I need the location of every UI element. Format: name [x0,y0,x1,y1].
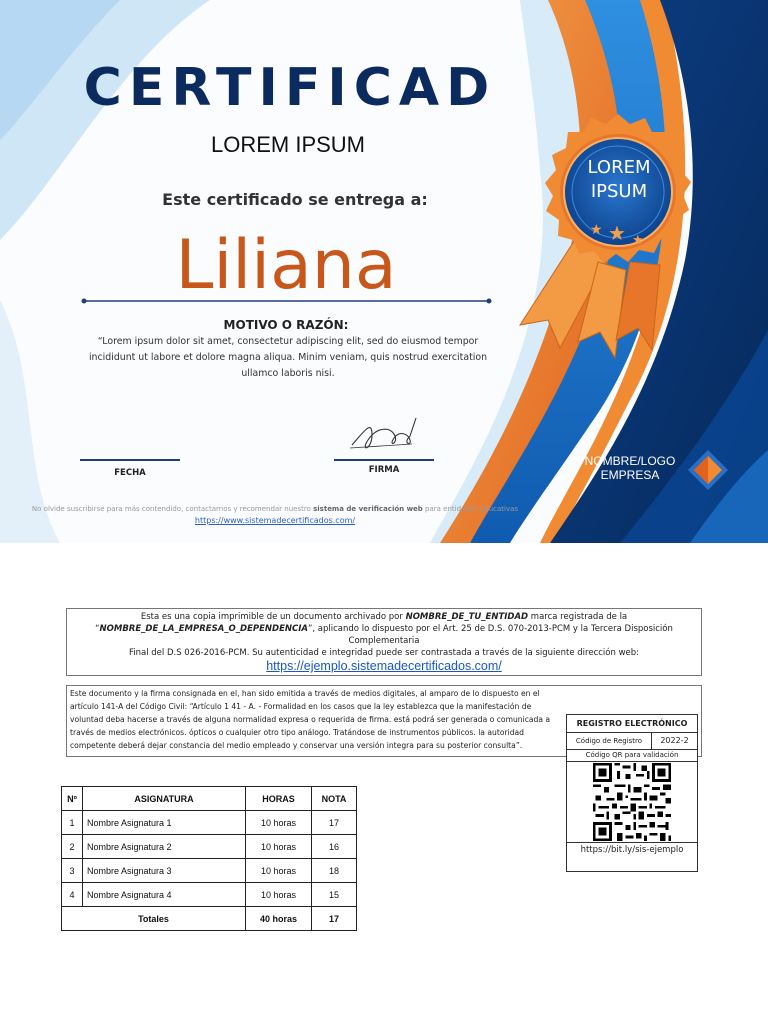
table-row [62,811,357,835]
qr-code-icon [567,762,697,843]
table-row [62,859,357,883]
registry-title: REGISTRO ELECTRÓNICO [567,715,697,733]
row-grade: 15 [312,883,357,907]
row-grade: 16 [312,835,357,859]
reason-text: “Lorem ipsum dolor sit amet, consectetur adipiscing elit, sed do eiusmod tempor incididunt ut labore et dolore magna aliqua. Minim veniam, quis nostrud exercitation ullamco laboris nisi. [88,336,488,379]
footnote [20,504,530,515]
totals-hours: 40 horas [246,907,312,931]
totals-label: Totales [62,907,246,931]
row-subject: Nombre Asignatura 1 [83,811,246,835]
svg-text:★: ★ [632,233,644,248]
signature-label: FIRMA [368,465,400,475]
notice-line-2-post: ”, aplicando lo dispuesto por el Art. 25 de D.S. 070-2013-PCM y la Tercera Disposición Complementaria [308,624,673,646]
svg-text:★: ★ [590,222,603,238]
date-label: FECHA [114,468,146,478]
authenticity-notice [66,608,702,676]
row-number: 4 [62,883,83,907]
header-subject: ASIGNATURA [83,787,246,811]
company-name: NOMBRE/LOGO EMPRESA [584,454,676,482]
row-subject: Nombre Asignatura 2 [83,835,246,859]
certificate-title: CERTIFICAD [83,58,497,118]
row-hours: 10 horas [246,859,312,883]
legal-text: Este documento y la firma consignada en el, han sido emitida a través de medios digitales, al amparo de lo dispuesto en el artículo 141-A del Código Civil: “Artículo 1 41 - A. - Formalidad en los casos que la ley establezca que la manifestación de voluntad deba hacerse a través de alguna normalidad expresa o requerida de firma. está podrá ser generada o comunicada a través de medios electrónicos. ópticos o cualquier otro tipo análogo. Tratándose de instrumentos públicos. la autoridad competente deberá dejar constancia del medio empleado y conservar una versión integra para su posterior consulta”. [70,689,551,750]
notice-line-1-post: marca registrada de la [530,612,628,622]
date-line [80,459,180,461]
certificate-subtitle: LOREM IPSUM [210,132,366,157]
totals-grade: 17 [312,907,357,931]
row-grade: 18 [312,859,357,883]
row-subject: Nombre Asignatura 4 [83,883,246,907]
row-hours: 10 horas [246,835,312,859]
header-number: Nº [62,787,83,811]
footnote-bold: sistema de verificación web [313,505,423,513]
table-header-row [62,787,357,811]
notice-line-1 [67,611,701,623]
company-placeholder: NOMBRE_DE_LA_EMPRESA_O_DEPENDENCIA [99,624,308,634]
row-number: 3 [62,859,83,883]
footnote-link[interactable]: https://www.sistemadecertificados.com/ [194,516,356,525]
row-number: 1 [62,811,83,835]
badge-label: LOREM IPSUM [587,157,651,202]
recipient-name: Liliana [175,226,397,305]
row-grade: 17 [312,811,357,835]
header-hours: HORAS [246,787,312,811]
row-number: 2 [62,835,83,859]
totals-row [62,907,357,931]
header-grade: NOTA [312,787,357,811]
table-row [62,835,357,859]
verification-url[interactable]: https://ejemplo.sistemadecertificados.com/ [266,659,502,673]
registry-card [566,714,698,872]
svg-text:★: ★ [608,221,626,245]
row-hours: 10 horas [246,883,312,907]
table-row [62,883,357,907]
reason-label: MOTIVO O RAZÓN: [223,318,349,332]
notice-line-1-pre: Esta es una copia imprimible de un documento archivado por [140,612,403,622]
row-subject: Nombre Asignatura 3 [83,859,246,883]
entity-name: NOMBRE_DE_TU_ENTIDAD [405,612,529,622]
footnote-post: para entidades educativas [425,505,519,513]
registry-link[interactable]: https://bit.ly/sis-ejemplo [580,845,684,855]
signature-line [334,459,434,461]
notice-line-2 [67,623,701,647]
registry-code-value: 2022-2 [660,736,689,745]
notice-line-3: Final del D.S 026-2016-PCM. Su autenticidad e integridad puede ser contrastada a través de la siguiente dirección web: [128,648,640,658]
footnote-pre: No olvide suscribirse para más contendido, contactarnos y recomendar nuestro [31,505,311,513]
notice-open-quote: “ [95,624,100,634]
row-hours: 10 horas [246,811,312,835]
grades-table [61,786,357,931]
qr-label: Código QR para validación [567,750,697,762]
registry-code-row [567,733,697,750]
given-to-label: Este certificado se entrega a: [162,190,428,209]
registry-code-label: Código de Registro [567,733,652,749]
